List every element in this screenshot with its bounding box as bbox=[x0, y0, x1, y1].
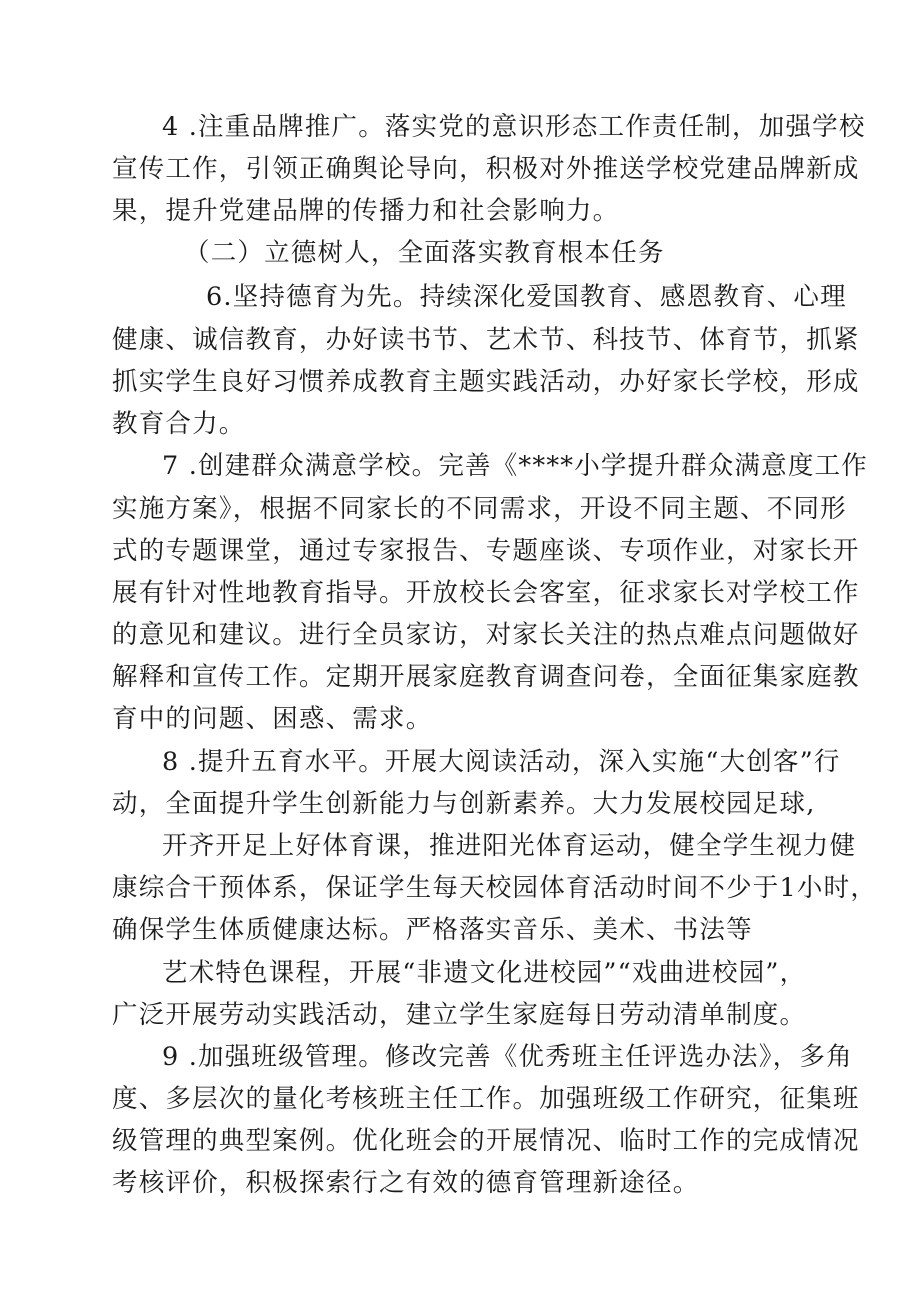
text-line: 式的专题课堂，通过专家报告、专题座谈、专项作业，对家长开 bbox=[112, 536, 860, 566]
text-line: 的意见和建议。进行全员家访，对家长关注的热点难点问题做好 bbox=[112, 620, 860, 650]
text-line: 度、多层次的量化考核班主任工作。加强班级工作研究，征集班 bbox=[112, 1084, 860, 1114]
text-line: 9 .加强班级管理。修改完善《优秀班主任评选办法》，多角 bbox=[162, 1042, 853, 1072]
text-line: 开齐开足上好体育课，推进阳光体育运动，健全学生视力健 bbox=[162, 831, 857, 861]
section-heading: （二）立德树人，全面落实教育根本任务 bbox=[184, 238, 665, 268]
text-line: 广泛开展劳动实践活动，建立学生家庭每日劳动清单制度。 bbox=[112, 1000, 807, 1030]
text-line: 宣传工作，引领正确舆论导向，积极对外推送学校党建品牌新成 bbox=[112, 154, 860, 184]
text-line: 教育合力。 bbox=[112, 409, 246, 439]
text-line: 艺术特色课程，开展“非遗文化进校园”“戏曲进校园”， bbox=[162, 958, 807, 988]
text-line: 级管理的典型案例。优化班会的开展情况、临时工作的完成情况 bbox=[112, 1126, 860, 1156]
text-line: 康综合干预体系，保证学生每天校园体育活动时间不少于1小时， bbox=[112, 873, 878, 903]
text-line: 展有针对性地教育指导。开放校长会客室，征求家长对学校工作 bbox=[112, 578, 860, 608]
text-line: 健康、诚信教育，办好读书节、艺术节、科技节、体育节，抓紧 bbox=[112, 325, 860, 355]
text-line: 育中的问题、困惑、需求。 bbox=[112, 704, 433, 734]
text-line: 4 .注重品牌推广。落实党的意识形态工作责任制，加强学校 bbox=[162, 112, 866, 142]
text-line: 6.坚持德育为先。持续深化爱国教育、感恩教育、心理 bbox=[206, 282, 847, 312]
text-line: 8 .提升五育水平。开展大阅读活动，深入实施“大创客”行 bbox=[162, 747, 841, 777]
text-line: 确保学生体质健康达标。严格落实音乐、美术、书法等 bbox=[112, 915, 753, 945]
text-line: 7 .创建群众满意学校。完善《****小学提升群众满意度工作 bbox=[162, 451, 868, 481]
text-line: 动，全面提升学生创新能力与创新素养。大力发展校园足球, bbox=[112, 789, 816, 819]
text-line: 实施方案》，根据不同家长的不同需求，开设不同主题、不同形 bbox=[112, 494, 847, 524]
text-line: 果，提升党建品牌的传播力和社会影响力。 bbox=[112, 196, 620, 226]
text-line: 考核评价，积极探索行之有效的德育管理新途径。 bbox=[112, 1168, 700, 1198]
text-line: 解释和宣传工作。定期开展家庭教育调查问卷，全面征集家庭教 bbox=[112, 662, 860, 692]
text-line: 抓实学生良好习惯养成教育主题实践活动，办好家长学校，形成 bbox=[112, 367, 860, 397]
